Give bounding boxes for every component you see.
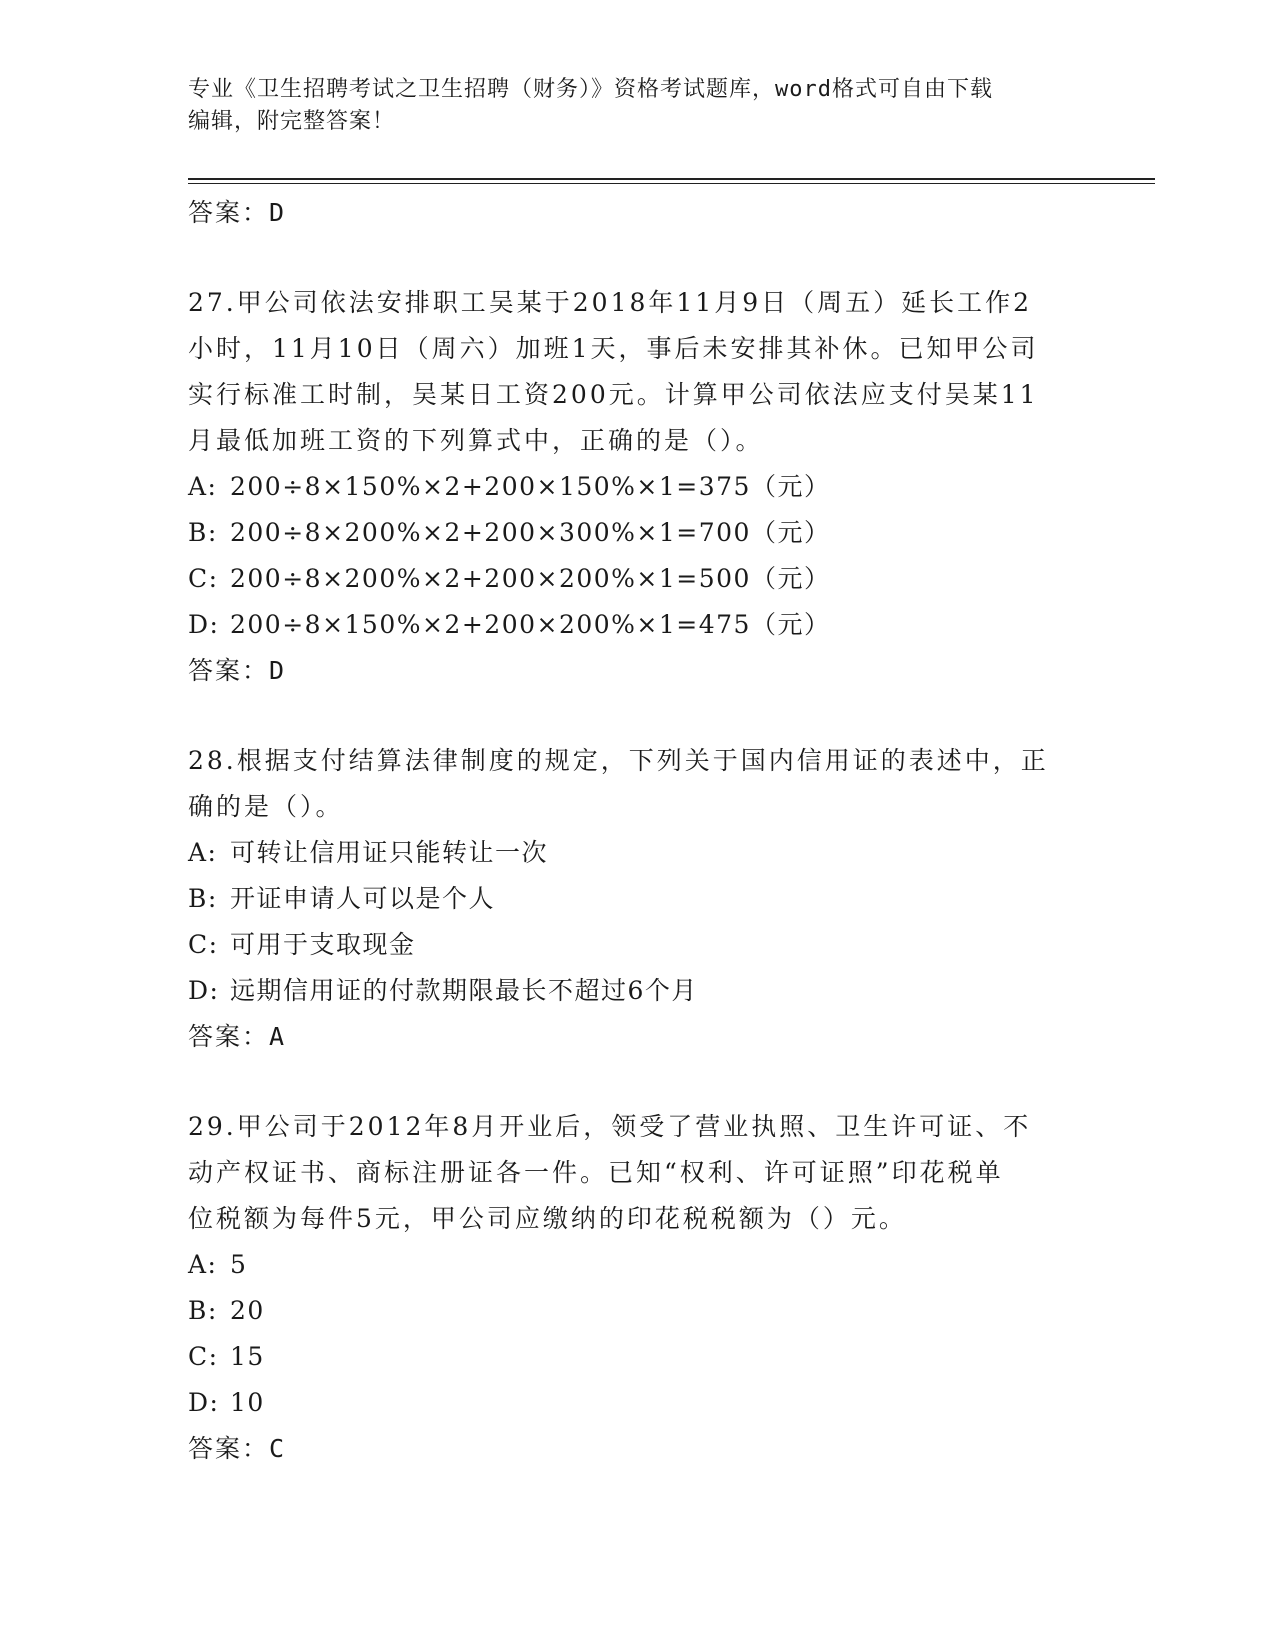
option-label: C: [188,930,219,959]
header-line-1: 专业《卫生招聘考试之卫生招聘（财务）》资格考试题库，word格式可自由下载 [188,77,993,102]
document-header [188,74,1088,138]
option-text: 200÷8×200%×2+200×300%×1=700（元） [230,518,831,547]
option-b [188,510,1088,556]
option-b [188,876,1088,922]
option-d [188,602,1088,648]
answer: 答案：D [188,656,287,685]
spacer [188,1060,1088,1104]
option-label: C: [188,564,219,593]
option-text: 200÷8×150%×2+200×200%×1=475（元） [230,610,831,639]
question-line: 小时，11月10日（周六）加班1天，事后未安排其补休。已知甲公司 [188,334,1039,363]
option-label: C: [188,1342,219,1371]
question-stem [188,738,1088,830]
option-text: 200÷8×200%×2+200×200%×1=500（元） [230,564,831,593]
option-a [188,830,1088,876]
spacer [188,694,1088,738]
option-text: 5 [230,1250,248,1279]
option-label: D: [188,1388,220,1417]
option-a [188,1242,1088,1288]
option-text: 20 [230,1296,265,1325]
option-d [188,968,1088,1014]
option-text: 15 [230,1342,265,1371]
option-text: 可用于支取现金 [230,930,416,959]
question-list [188,190,1088,1472]
option-a [188,464,1088,510]
option-label: A: [188,838,218,867]
answer: 答案：A [188,1022,287,1051]
question-stem [188,280,1088,464]
option-c [188,922,1088,968]
option-label: B: [188,884,218,913]
option-label: D: [188,976,220,1005]
question-29 [188,1104,1088,1472]
previous-answer: 答案：D [188,198,287,227]
option-label: D: [188,610,220,639]
option-label: A: [188,472,218,501]
header-divider [188,178,1155,184]
option-text: 开证申请人可以是个人 [230,884,496,913]
option-label: B: [188,1296,218,1325]
question-stem [188,1104,1088,1242]
option-c [188,556,1088,602]
option-text: 可转让信用证只能转让一次 [230,838,549,867]
option-label: B: [188,518,218,547]
question-line: 27.甲公司依法安排职工吴某于2018年11月9日（周五）延长工作2 [188,288,1033,317]
spacer [188,236,1088,280]
option-label: A: [188,1250,218,1279]
option-b [188,1288,1088,1334]
header-line-2: 编辑，附完整答案！ [188,109,396,134]
question-line: 实行标准工时制，吴某日工资200元。计算甲公司依法应支付吴某11 [188,380,1039,409]
option-d [188,1380,1088,1426]
question-line: 28.根据支付结算法律制度的规定，下列关于国内信用证的表述中，正 [188,746,1049,775]
answer: 答案：C [188,1434,287,1463]
question-line: 动产权证书、商标注册证各一件。已知“权利、许可证照”印花税单 [188,1158,1004,1187]
question-line: 确的是（）。 [188,792,344,821]
option-text: 远期信用证的付款期限最长不超过6个月 [230,976,698,1005]
question-line: 月最低加班工资的下列算式中，正确的是（）。 [188,426,764,455]
question-28 [188,738,1088,1060]
question-line: 位税额为每件5元，甲公司应缴纳的印花税税额为（）元。 [188,1204,907,1233]
option-c [188,1334,1088,1380]
option-text: 200÷8×150%×2+200×150%×1=375（元） [230,472,831,501]
option-text: 10 [230,1388,265,1417]
question-27 [188,280,1088,694]
question-line: 29.甲公司于2012年8月开业后，领受了营业执照、卫生许可证、不 [188,1112,1032,1141]
